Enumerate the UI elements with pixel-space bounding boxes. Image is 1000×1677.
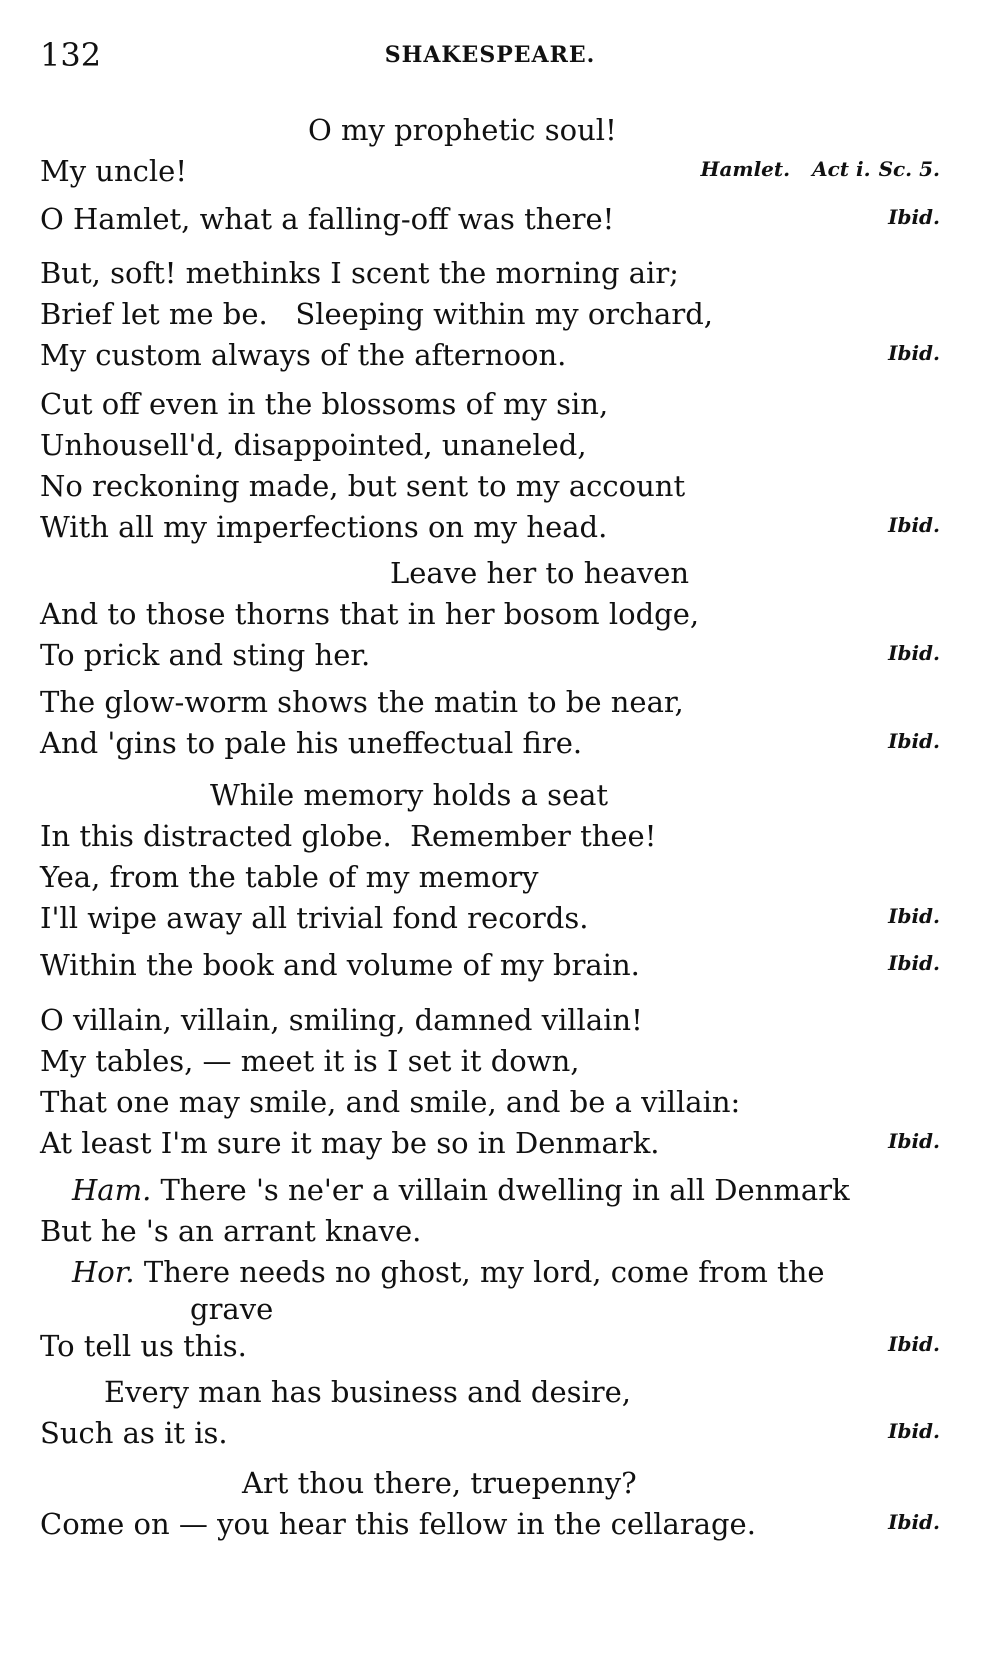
quote-block [40,199,940,240]
citation: Ibid. [888,1419,940,1443]
citation: Ibid. [888,341,940,365]
quote-line: In this distracted globe. Remember thee! [40,819,657,853]
quote-line: My custom always of the afternoon. [40,338,567,372]
quote-line: With all my imperfections on my head. [40,510,608,544]
quote-line: O villain, villain, smiling, damned villain! [40,1003,643,1037]
quote-line: Cut off even in the blossoms of my sin, [40,387,609,421]
citation: Ibid. [888,729,940,753]
quote-line: Brief let me be. Sleeping within my orchard, [40,297,713,331]
citation: Ibid. [888,205,940,229]
quote-line: Such as it is. [40,1416,228,1450]
quote-block-dialogue [40,1170,940,1367]
quote-line: Unhousell'd, disappointed, unaneled, [40,428,587,462]
quote-line: There needs no ghost, my lord, come from the [143,1255,825,1289]
quote-line: There 's ne'er a villain dwelling in all Denmark [160,1173,850,1207]
quote-block [40,945,940,986]
quote-line: And to those thorns that in her bosom lodge, [40,597,700,631]
citation: Ibid. [888,904,940,928]
citation: Ibid. [888,1510,940,1534]
citation: Ibid. [888,1129,940,1153]
citation: Ibid. [888,641,940,665]
quote-line: And 'gins to pale his uneffectual fire. [40,726,583,760]
page-header [40,36,940,76]
quote-line: Art thou there, truepenny? [242,1466,637,1500]
quote-line: Leave her to heaven [390,556,690,590]
quote-line: But, soft! methinks I scent the morning air; [40,256,679,290]
quote-line: The glow-worm shows the matin to be near, [40,685,684,719]
citation: Ibid. [888,513,940,537]
page-number: 132 [40,36,102,74]
quote-line: To tell us this. [40,1329,247,1363]
quote-line: But he 's an arrant knave. [40,1214,422,1248]
quote-block [40,110,940,192]
quote-line: Come on — you hear this fellow in the cellarage. [40,1507,756,1541]
citation-act: Act i. [812,157,871,181]
quote-line: No reckoning made, but sent to my account [40,469,686,503]
citation [679,149,940,190]
quote-block [40,553,940,676]
quote-line: My uncle! [40,154,187,188]
quote-block [40,1372,940,1454]
quote-line: To prick and sting her. [40,638,371,672]
citation: Ibid. [888,951,940,975]
running-title: SHAKESPEARE. [384,42,596,68]
quote-line: That one may smile, and smile, and be a villain: [40,1085,741,1119]
citation-play: Hamlet. [700,157,791,181]
speaker-name: Ham. [72,1173,152,1207]
speaker-name: Hor. [72,1255,135,1289]
quote-line: Within the book and volume of my brain. [40,948,640,982]
quote-block [40,775,940,939]
quote-line: My tables, — meet it is I set it down, [40,1044,580,1078]
citation: Ibid. [888,1332,940,1356]
quote-block [40,253,940,376]
quote-line: I'll wipe away all trivial fond records. [40,901,589,935]
quote-block [40,384,940,548]
quote-block [40,682,940,764]
quote-line: While memory holds a seat [210,778,609,812]
quote-line: Every man has business and desire, [104,1375,632,1409]
citation-scene: Sc. 5. [878,157,940,181]
quote-line: O my prophetic soul! [308,113,617,147]
quote-line: At least I'm sure it may be so in Denmark. [40,1126,660,1160]
quote-line: grave [190,1292,274,1326]
quote-block [40,1000,940,1164]
quote-line: O Hamlet, what a falling-off was there! [40,202,615,236]
quote-block [40,1463,940,1545]
quote-line: Yea, from the table of my memory [40,860,539,894]
